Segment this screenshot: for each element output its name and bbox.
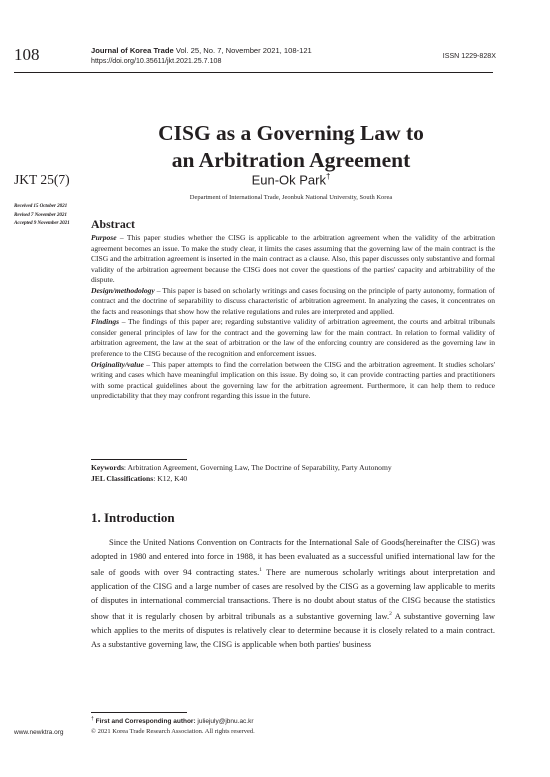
- keywords-line: [91, 463, 392, 474]
- page-number: 108: [14, 45, 40, 64]
- header-rule: [14, 72, 493, 73]
- findings-label: Findings: [91, 317, 120, 327]
- abstract-rule: [91, 459, 187, 460]
- affiliation: Department of International Trade, Jeonbuk National University, South Korea: [189, 194, 393, 201]
- footnote-mark: †: [91, 716, 94, 722]
- findings-text: – The findings of this paper are; regarding substantive validity of arbitration agreement, the courts and arbitral tribunals consider general principles of law for the contract and the governing law for the main contract. In relation to formal validity of arbitration agreement, the law at the seat of arbitration or the law of the enforcing country are considered as the governing law in preference to the CISG because of the recognition and enforcement issues.: [91, 317, 495, 359]
- author-name: Eun-Ok Park: [251, 172, 326, 188]
- author-footnote: [91, 716, 254, 725]
- jel-text: : K12, K40: [153, 473, 188, 483]
- received-date: Received 15 October 2021: [14, 203, 68, 209]
- journal-name: Journal of Korea Trade: [91, 46, 174, 55]
- para-part-2: There are numerous scholarly writings about interpretation and application of the CISG and a large number of cases are resolved by the CISG as a governing law applicable to merits of disputes in international commercial transactions. There is no doubt about status of the CISG because the statistics show that it is regularly chosen by arbitral tribunals as a substantive governing law.: [91, 566, 496, 621]
- keywords-label: Keywords: [91, 463, 124, 472]
- abstract-findings: [91, 317, 495, 359]
- purpose-label: Purpose: [91, 233, 117, 242]
- abstract-purpose: [91, 233, 495, 286]
- author-mark: †: [325, 172, 331, 181]
- author-email[interactable]: juliejuly@jbnu.ac.kr: [195, 718, 254, 726]
- jel-label: JEL Classifications: [91, 473, 154, 483]
- revised-date: Revised 7 November 2021: [14, 211, 67, 218]
- purpose-text: – This paper studies whether the CISG is applicable to the arbitration agreement when the validity of the arbitration agreement becomes an issue. To make the study clear, it limits the cases assuming that the governing law of the main contract is the CISG and the arbitration agreement is inserted in the main contract as a clause. Also, this paper discusses only substantive and formal validity of the arbitration agreement because the CISG does not cover the questions of the parties' capacity and arbitrability of the dispute.: [91, 233, 495, 285]
- design-label: Design/methodology: [91, 285, 155, 295]
- intro-paragraph: [91, 535, 495, 651]
- footnote-ref-1[interactable]: 1: [259, 567, 262, 574]
- journal-citation: [91, 46, 312, 55]
- author: [91, 172, 491, 187]
- jel-line: [91, 474, 392, 485]
- para-part-3: A substantive governing law which applies to the merits of disputes is relatively clear to determine because it is closely related to a main contract. As a substantive governing law, the CISG is applicable when both parties' business: [91, 610, 495, 649]
- footnote-rule: [91, 712, 187, 713]
- title-line-2: an Arbitration Agreement: [171, 148, 411, 172]
- abstract-heading: Abstract: [91, 217, 135, 231]
- title-line-1: CISG as a Governing Law to: [158, 121, 424, 145]
- abstract-body: [91, 233, 495, 402]
- article-dates: [14, 202, 70, 228]
- footnote-label: First and Corresponding author:: [95, 718, 196, 726]
- keywords-block: [91, 463, 392, 485]
- originality-text: – This paper attempts to find the correlation between the CISG and the arbitration agreement. It studies scholars' writing and cases which have meaningful implication on this issue. By doing so, it can provide contracting parties and practitioners with some practical guidelines about the governing law for the arbitration agreement. Furthermore, it can help them to reduce unpredictability that they may confront regarding this issue in the future.: [91, 359, 495, 401]
- paper-title: [91, 120, 491, 174]
- abstract-design: [91, 286, 495, 318]
- introduction-body: [91, 535, 495, 651]
- design-text: – This paper is based on scholarly writings and cases focusing on the principle of party autonomy, formation of contract and the doctrine of separability to discuss characteristic of arbitration agreement. In analyzing the cases, it concentrates on the facts and reasonings that show how the relative regulations and rules are interpreted and applied.: [91, 285, 495, 316]
- volume-info: Vol. 25, No. 7, November 2021, 108-121: [175, 46, 312, 55]
- doi-link[interactable]: https://doi.org/10.35611/jkt.2021.25.7.108: [91, 57, 222, 65]
- website-link[interactable]: www.newktra.org: [14, 729, 64, 736]
- para-part-1: Since the United Nations Convention on Contracts for the International Sale of Goods(hereinafter the CISG) was adopted in 1980 and entered into force in 1988, it has been evaluated as a successful unified international law for the sale of goods with over 94 contracting states.: [91, 537, 495, 577]
- accepted-date: Accepted 9 November 2021: [14, 220, 70, 227]
- originality-label: Originality/value: [91, 359, 144, 369]
- issn: ISSN 1229-828X: [442, 52, 496, 60]
- copyright: © 2021 Korea Trade Research Association. All rights reserved.: [91, 728, 255, 735]
- section-heading: 1. Introduction: [91, 510, 175, 525]
- abstract-originality: [91, 360, 495, 402]
- footnote-ref-2[interactable]: 2: [389, 611, 392, 618]
- journal-tag: JKT 25(7): [14, 172, 70, 187]
- keywords-text: : Arbitration Agreement, Governing Law, The Doctrine of Separability, Party Autonomy: [123, 463, 392, 472]
